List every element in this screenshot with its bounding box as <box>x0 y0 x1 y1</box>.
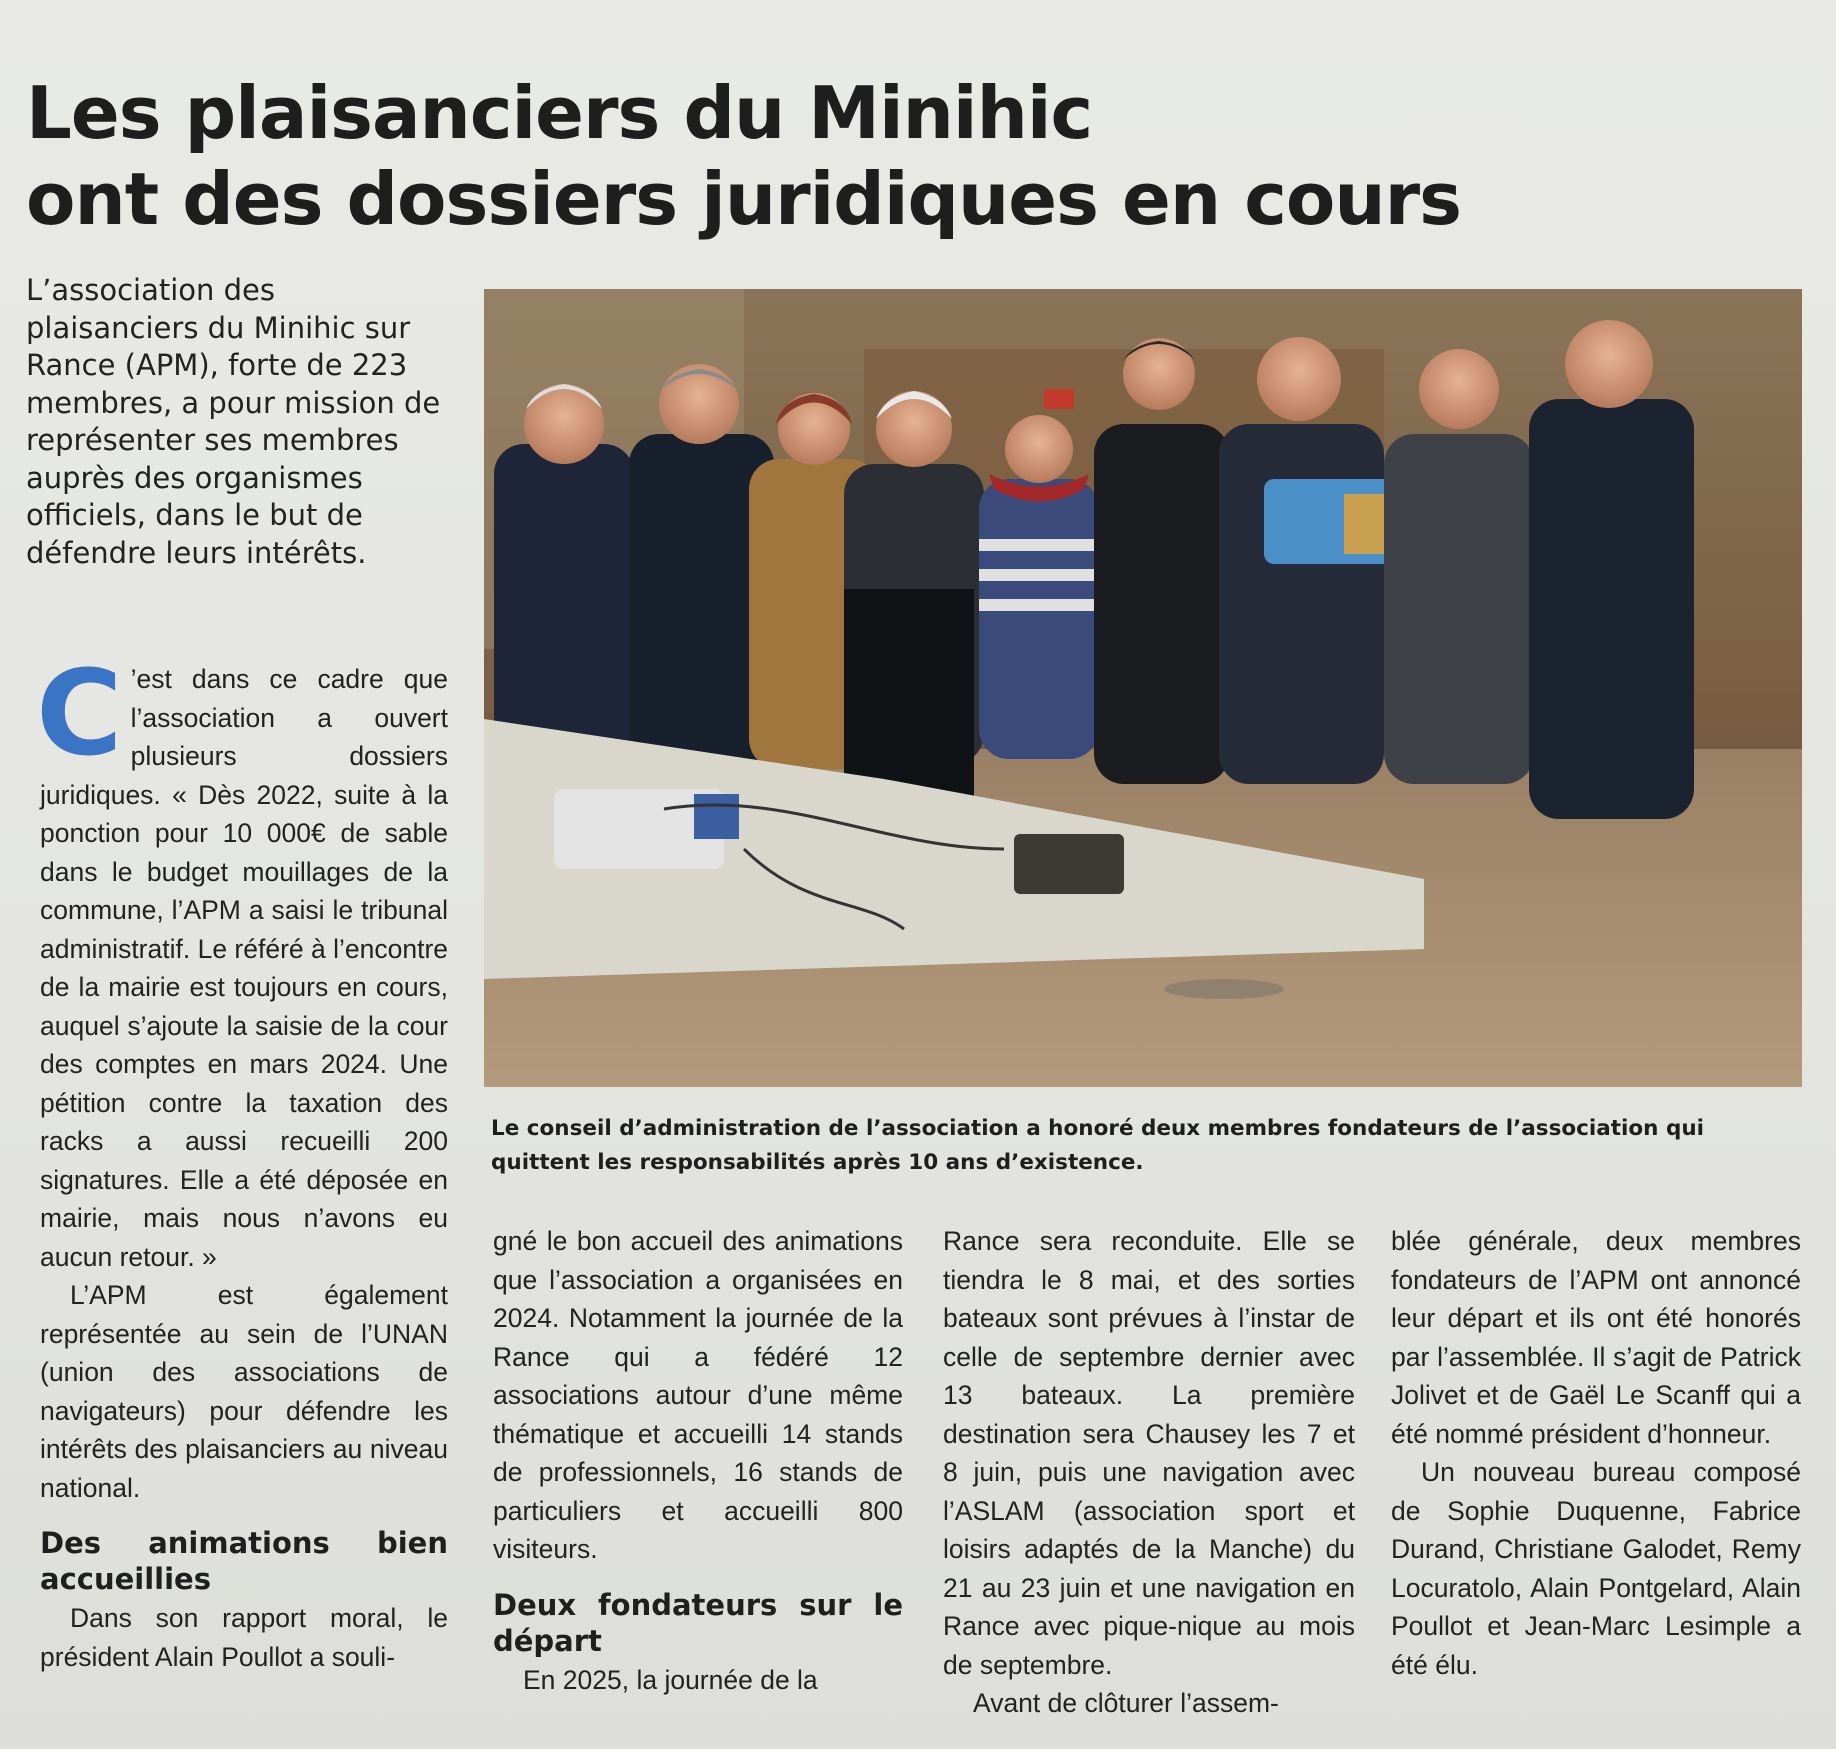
body-column-4 <box>1391 1222 1801 1684</box>
photo-caption: Le conseil d’administration de l’association a honoré deux membres fondateurs de l’association qui quittent les responsabilités après 10 ans d’existence. <box>491 1116 1705 1175</box>
headline-line-1: Les plaisanciers du Minihic <box>26 71 1093 155</box>
subheading-founders: Deux fondateurs sur le départ <box>493 1587 903 1658</box>
body-paragraph-3-start: Dans son rapport moral, le président Alain Poullot a souli- <box>40 1603 448 1672</box>
photo-illustration <box>484 289 1802 1087</box>
body-paragraph-4-start: En 2025, la journée de la <box>523 1664 818 1695</box>
subheading-animations: Des animations bien accueillies <box>40 1526 448 1596</box>
article-lead: L’association des plaisanciers du Minihic sur Rance (APM), forte de 223 membres, a pour mission de représenter ses membres auprès des organismes officiels, dans le but de défendre leurs intérêts. <box>26 273 441 570</box>
body-column-3 <box>943 1222 1355 1723</box>
body-column-2 <box>493 1222 903 1699</box>
headline-line-2: ont des dossiers juridiques en cours <box>26 157 1461 241</box>
body-paragraph-4-continued: Rance sera reconduite. Elle se tiendra le 8 mai, et des sorties bateaux sont prévues à l’instar de celle de septembre dernier avec 13 bateaux. La première destination sera Chausey les 7 et 8 juin, puis une navigation avec l’ASLAM (association sport et loisirs adaptés de la Manche) du 21 au 23 juin et une navigation en Rance avec pique-nique au mois de septembre. <box>943 1226 1355 1680</box>
body-paragraph-3-continued: gné le bon accueil des animations que l’association a organisées en 2024. Notamment la journée de la Rance qui a fédéré 12 associations autour d’une même thématique et accueilli 14 stands de professionnels, 16 stands de particuliers et accueilli 800 visiteurs. <box>493 1226 903 1564</box>
body-paragraph-5-continued: blée générale, deux membres fondateurs de l’APM ont annoncé leur départ et ils ont été honorés par l’assemblée. Il s’agit de Patrick Jolivet et de Gaël Le Scanff qui a été nommé président d’honneur. <box>1391 1226 1801 1449</box>
body-paragraph-5-start: Avant de clôturer l’assem- <box>973 1688 1279 1718</box>
article-headline <box>26 70 1526 242</box>
body-paragraph-6: Un nouveau bureau composé de Sophie Duquenne, Fabrice Durand, Christiane Galodet, Remy Locuratolo, Alain Pontgelard, Alain Poullot et Jean-Marc Lesimple a été élu. <box>1391 1457 1801 1680</box>
body-paragraph-2: L’APM est également représentée au sein de l’UNAN (union des associations de navigateurs) pour défendre les intérêts des plaisanciers au niveau national. <box>40 1280 448 1503</box>
body-paragraph-1 <box>36 644 449 1276</box>
paragraph-text: ’est dans ce cadre que l’association a ouvert plusieurs dossiers juridiques. « Dès 2022, suite à la ponction pour 10 000€ de sable dans le budget mouillages de la commune, l’APM a saisi le tribunal administratif. Le référé à l’encontre de la mairie est toujours en cours, auquel s’ajoute la saisie de la cour des comptes en mars 2024. Une pétition contre la taxation des racks a aussi recueilli 200 signatures. Elle a été déposée en mairie, mais nous n’avons eu aucun retour. » <box>40 664 449 1272</box>
body-column-1 <box>36 644 449 1676</box>
group-photo <box>484 289 1802 1087</box>
dropcap-letter: C <box>36 644 123 782</box>
